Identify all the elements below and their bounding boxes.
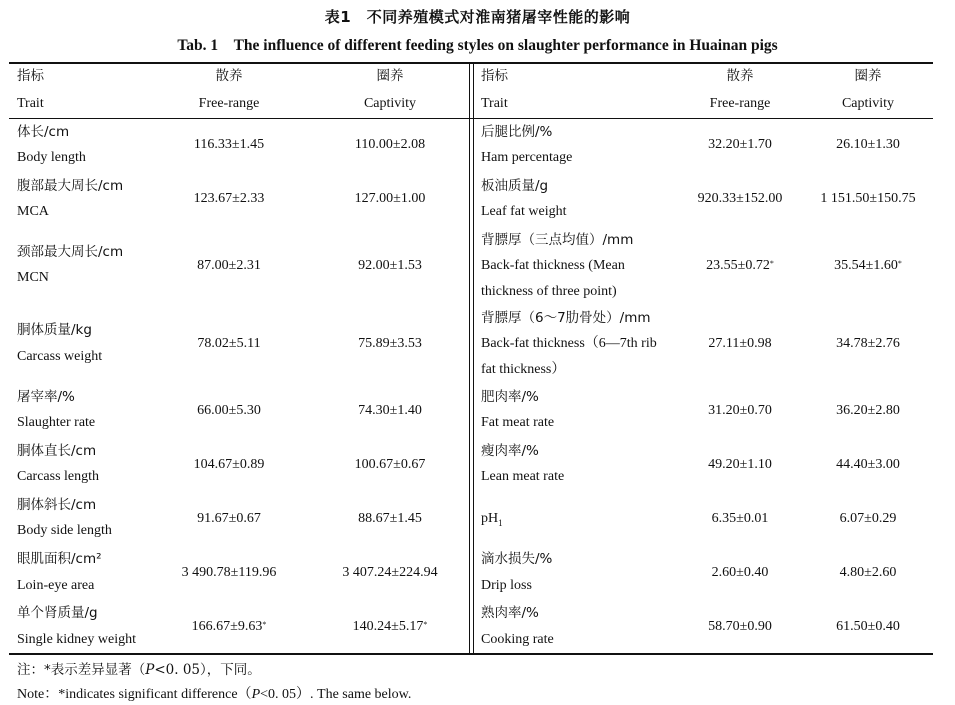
captivity-value: 26.10±1.30 [836,137,900,152]
free-range-value: 116.33±1.45 [193,137,265,152]
header-free-range-cn: 散养 [726,68,754,84]
trait-label-cn: 背膘厚（三点均值）/mm [481,232,634,248]
trait-label-cn: 板油质量/g [481,178,549,194]
free-range-value: 104.67±0.89 [193,457,265,472]
captivity-value: 4.80±2.60 [839,565,897,580]
captivity-value: 75.89±3.53 [358,336,422,351]
trait-label-cn: 熟肉率/% [481,605,539,621]
header-captivity-en: Captivity [363,96,417,111]
trait-label-en: Back-fat thickness (Mean [481,258,625,273]
trait-label-en: fat thickness） [481,362,566,377]
free-range-value: 2.60±0.40 [711,565,769,580]
header-free-range-cn: 散养 [215,68,243,84]
free-range-value: 6.35±0.01 [711,511,769,526]
trait-label-en: Body side length [17,523,112,538]
free-range-value: 91.67±0.67 [197,511,261,526]
free-range-value: 27.11±0.98 [708,336,772,351]
bottom-rule [9,653,933,655]
free-range-value: 58.70±0.90 [708,619,772,634]
trait-label-cn: 体长/cm [17,124,70,140]
trait-label-cn: 胴体质量/kg [17,322,92,338]
captivity-value: 127.00±1.00 [354,191,426,206]
trait-label-en: thickness of three point) [481,284,617,299]
trait-label-en: MCN [17,270,49,285]
trait-label-en: Carcass weight [17,349,103,364]
header-trait-cn: 指标 [17,68,44,84]
trait-label-en: Drip loss [481,578,532,593]
header-free-range-en: Free-range [198,96,260,111]
trait-label-cn: 颈部最大周长/cm [17,244,124,260]
footnote-en: Note：*indicates significant difference（P<0. 05）. The same below. [17,687,412,702]
header-trait-en: Trait [17,96,44,111]
trait-label-cn: 胴体斜长/cm [17,497,97,513]
captivity-value: 6.07±0.29 [839,511,897,526]
table-title-cn: 表1 不同养殖模式对淮南猪屠宰性能的影响 [324,8,631,26]
trait-label-cn: 后腿比例/% [481,124,553,140]
trait-label-en: Lean meat rate [481,469,565,484]
free-range-value: 23.55±0.72* [706,258,774,273]
captivity-value: 1 151.50±150.75 [820,191,916,206]
captivity-value: 44.40±3.00 [836,457,900,472]
captivity-value: 110.00±2.08 [354,137,426,152]
free-range-value: 123.67±2.33 [193,191,265,206]
trait-label-cn: 肥肉率/% [481,389,539,405]
trait-label-cn: 单个肾质量/g [17,605,98,621]
trait-label-en: Single kidney weight [17,632,136,647]
captivity-value: 36.20±2.80 [836,403,900,418]
captivity-value: 34.78±2.76 [836,336,900,351]
free-range-value: 31.20±0.70 [708,403,772,418]
trait-label-en: Cooking rate [481,632,554,647]
trait-label-en: Slaughter rate [17,415,96,430]
header-free-range-en: Free-range [709,96,771,111]
free-range-value: 166.67±9.63* [191,619,267,634]
header-trait-en: Trait [481,96,508,111]
table-title-en: Tab. 1 The influence of different feeding styles on slaughter performance in Huainan pigs [177,37,778,54]
trait-label-cn: 瘦肉率/% [481,443,539,459]
trait-label-cn: 腹部最大周长/cm [17,178,124,194]
trait-label-en: Fat meat rate [481,415,555,430]
trait-label-cn: 屠宰率/% [17,389,75,405]
trait-label-en: Body length [17,150,86,165]
footnote-cn: 注：*表示差异显著（P<0. 05），下同。 [17,662,261,678]
top-rule [9,62,933,64]
trait-label-cn: 眼肌面积/cm² [17,551,102,567]
trait-label-en: $pH_1$ [481,511,503,528]
header-captivity-cn: 圈养 [854,68,882,84]
free-range-value: 920.33±152.00 [697,191,783,206]
free-range-value: 66.00±5.30 [197,403,261,418]
trait-label-cn: 滴水损失/% [481,551,553,567]
trait-label-en: Ham percentage [481,150,573,165]
trait-label-en: Leaf fat weight [481,204,567,219]
header-captivity-cn: 圈养 [376,68,404,84]
captivity-value: 140.24±5.17* [352,619,428,634]
free-range-value: 78.02±5.11 [197,336,261,351]
captivity-value: 74.30±1.40 [358,403,422,418]
header-captivity-en: Captivity [841,96,895,111]
free-range-value: 3 490.78±119.96 [181,565,277,580]
captivity-value: 100.67±0.67 [354,457,426,472]
captivity-value: 61.50±0.40 [836,619,900,634]
trait-label-cn: 背膘厚（6～7肋骨处）/mm [481,310,651,326]
trait-label-en: MCA [17,204,49,219]
header-rule [9,118,933,119]
trait-label-en: Loin-eye area [17,578,95,593]
trait-label-en: Carcass length [17,469,100,484]
header-trait-cn: 指标 [481,68,508,84]
captivity-value: 3 407.24±224.94 [342,565,438,580]
captivity-value: 35.54±1.60* [834,258,902,273]
trait-label-en: Back-fat thickness（6—7th rib [481,336,657,351]
captivity-value: 92.00±1.53 [358,258,422,273]
free-range-value: 87.00±2.31 [197,258,261,273]
free-range-value: 32.20±1.70 [708,137,772,152]
free-range-value: 49.20±1.10 [708,457,772,472]
column-divider [473,62,474,654]
captivity-value: 88.67±1.45 [358,511,422,526]
trait-label-cn: 胴体直长/cm [17,443,97,459]
